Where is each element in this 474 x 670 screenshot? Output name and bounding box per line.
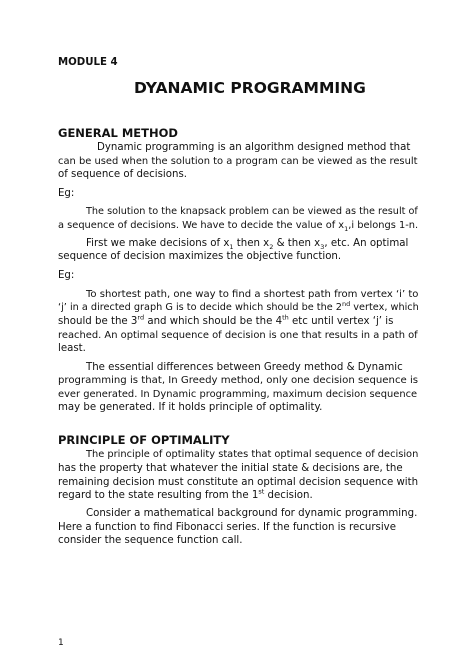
- principle-p1-line4: regard to the state resulting from the 1st decision.: [58, 487, 313, 501]
- principle-p2-line3: consider the sequence function call.: [58, 535, 243, 546]
- principle-p1-line3: remaining decision must constitute an optimal decision sequence with: [58, 477, 419, 488]
- general-p4-line1: To shortest path, one way to find a shortest path from vertex ‘i’ to: [86, 289, 419, 300]
- general-p1-line1: Dynamic programming is an algorithm designed method that: [97, 142, 411, 153]
- example-label-2: Eg:: [58, 270, 75, 281]
- example-label: Eg:: [58, 188, 75, 199]
- general-p2-line2: a sequence of decisions. We have to decide the value of $x_1,i$ belongs 1-n.: [58, 220, 419, 233]
- general-p1-line2: can be used when the solution to a program can be viewed as the result: [58, 156, 418, 167]
- general-p5-line1: The essential differences between Greedy method & Dynamic: [86, 362, 403, 373]
- principle-heading: PRINCIPLE OF OPTIMALITY: [58, 433, 230, 447]
- general-p4-line3: should be the 3rd and which should be the 4th etc until vertex ‘j’ is: [58, 313, 394, 327]
- general-p3-line1: First we make decisions of $x_1$ then $x_2$ & then $x_3$, etc. An optimal: [86, 238, 409, 252]
- general-p5-line4: may be generated. If it holds principle of optimality.: [58, 402, 323, 413]
- general-p4-line2: ‘j’ in a directed graph G is to decide which should be the 2nd vertex, which: [58, 299, 419, 313]
- module-label: MODULE 4: [58, 57, 118, 68]
- page-number: 1: [58, 638, 64, 648]
- general-p5-line3: ever generated. In Dynamic programming, maximum decision sequence: [58, 389, 418, 400]
- general-p4-line4: reached. An optimal sequence of decision is one that results in a path of: [58, 330, 418, 341]
- general-p4-line5: least.: [58, 343, 86, 354]
- general-method-heading: GENERAL METHOD: [58, 126, 178, 140]
- principle-p1-line1: The principle of optimality states that optimal sequence of decision: [86, 449, 419, 460]
- general-p3-line2: sequence of decision maximizes the objective function.: [58, 251, 342, 262]
- general-p5-line2: programming is that, In Greedy method, only one decision sequence is: [58, 375, 419, 386]
- principle-p2-line2: Here a function to find Fibonacci series. If the function is recursive: [58, 522, 396, 533]
- page-title: DYANAMIC PROGRAMMING: [134, 79, 366, 97]
- principle-p1-line2: has the property that whatever the initial state & decisions are, the: [58, 463, 403, 474]
- principle-p2-line1: Consider a mathematical background for dynamic programming.: [86, 508, 418, 519]
- general-p2-line1: The solution to the knapsack problem can be viewed as the result of: [86, 206, 418, 217]
- general-p1-line3: of sequence of decisions.: [58, 169, 187, 180]
